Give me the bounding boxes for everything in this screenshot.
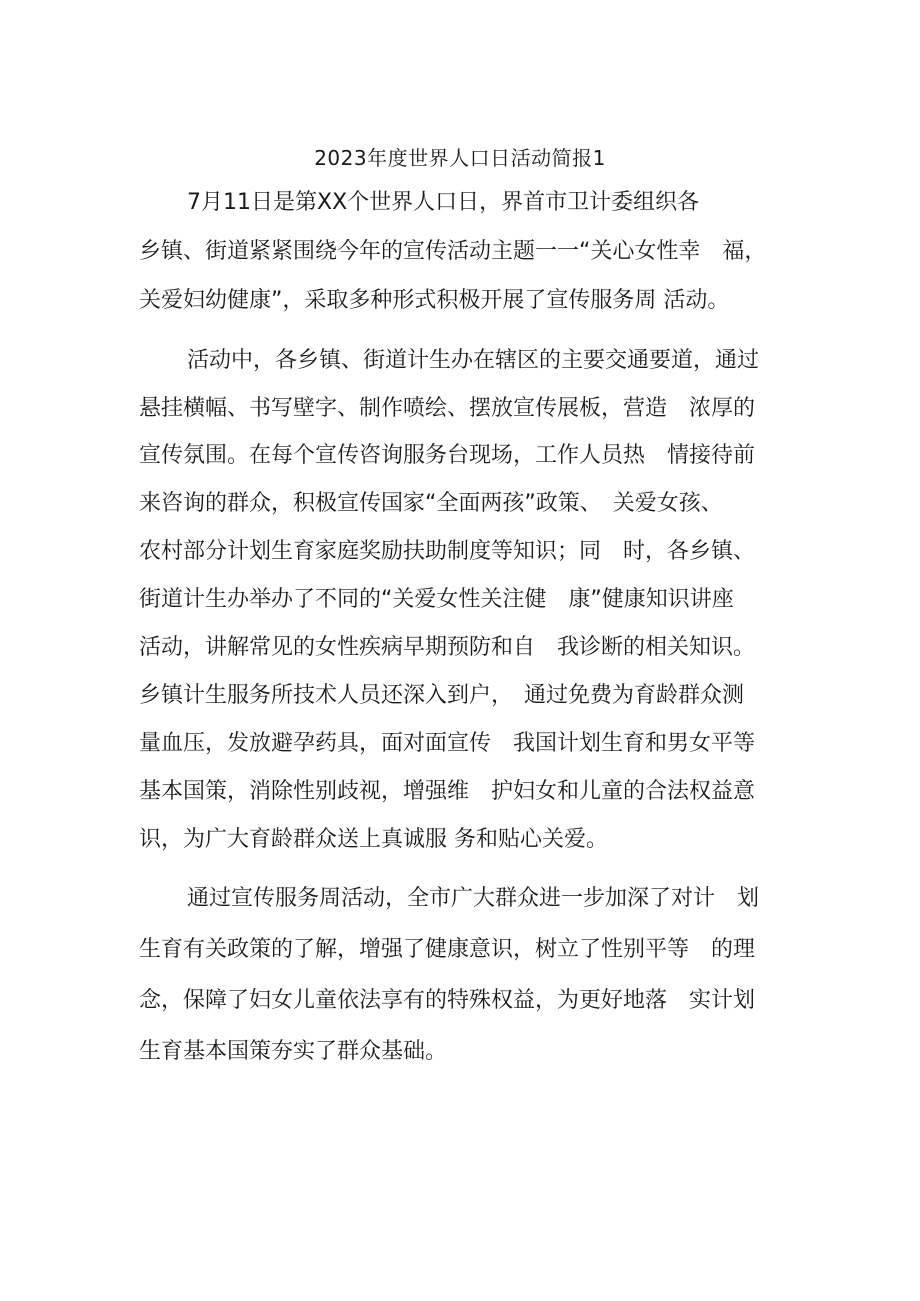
paragraph-2-line-3: 宣传氛围。在每个宣传咨询服务台现场，工作人员热 情接待前	[139, 443, 756, 468]
paragraph-1-line-1: 7月11日是第XX个世界人口日，界首市卫计委组织各	[187, 190, 700, 215]
paragraph-2-line-5: 农村部分计划生育家庭奖励扶助制度等知识；同 时，各乡镇、	[139, 539, 756, 564]
paragraph-2-line-2: 悬挂横幅、书写壁字、制作喷绘、摆放宣传展板，营造 浓厚的	[139, 396, 756, 421]
paragraph-2-line-7: 活动，讲解常见的女性疾病早期预防和自 我诊断的相关知识。	[139, 635, 756, 660]
paragraph-2-line-9: 量血压，发放避孕药具，面对面宣传 我国计划生育和男女平等	[139, 731, 756, 756]
paragraph-2-line-11: 识，为广大育龄群众送上真诚服 务和贴心关爱。	[139, 827, 608, 852]
paragraph-1-line-3: 关爱妇幼健康”，采取多种形式积极开展了宣传服务周 活动。	[139, 288, 730, 313]
paragraph-3-line-1: 通过宣传服务周活动，全市广大群众进一步加深了对计 划	[187, 886, 760, 911]
paragraph-3-line-2: 生育有关政策的了解，增强了健康意识，树立了性别平等 的理	[139, 937, 756, 962]
paragraph-1-line-2: 乡镇、街道紧紧围绕今年的宣传活动主题一一“关心女性幸 福，	[139, 239, 767, 264]
paragraph-2-line-6: 街道计生办举办了不同的“关爱女性关注健 康”健康知识讲座	[139, 587, 734, 612]
document-title: 2023年度世界人口日活动简报1	[314, 146, 606, 170]
paragraph-3-line-4: 生育基本国策夯实了群众基础。	[139, 1039, 448, 1064]
paragraph-2-line-8: 乡镇计生服务所技术人员还深入到户， 通过免费为育龄群众测	[139, 683, 745, 708]
paragraph-2-line-10: 基本国策，消除性别歧视，增强维 护妇女和儿童的合法权益意	[139, 779, 756, 804]
paragraph-2-line-1: 活动中，各乡镇、街道计生办在辖区的主要交通要道，通过	[187, 348, 760, 373]
paragraph-3-line-3: 念，保障了妇女儿童依法享有的特殊权益，为更好地落 实计划	[139, 988, 756, 1013]
paragraph-2-line-4: 来咨询的群众，积极宣传国家“全面两孩”政策、 关爱女孩、	[139, 491, 723, 516]
